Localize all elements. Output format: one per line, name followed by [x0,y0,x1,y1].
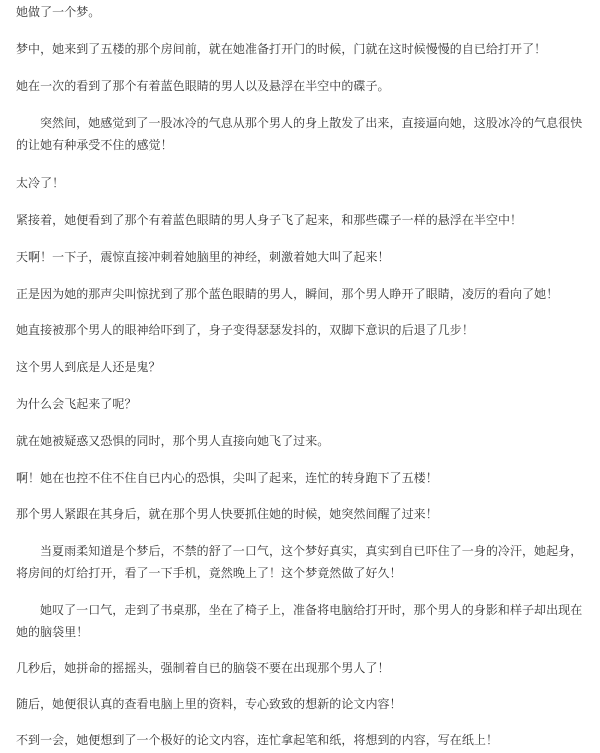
paragraph-14: 那个男人紧跟在其身后，就在那个男人快要抓住她的时候，她突然间醒了过来！ [16,507,438,521]
paragraph-10: 这个男人到底是人还是鬼？ [16,360,161,374]
paragraph-16: 她叹了一口气，走到了书桌那，坐在了椅子上，准备将电脑给打开时，那个男人的身影和样子却出现在她的脑袋里！ [16,603,583,639]
paragraph-8: 正是因为她的那声尖叫惊扰到了那个蓝色眼睛的男人，瞬间，那个男人睁开了眼睛，凌厉的看向了她！ [16,287,559,301]
paragraph-6: 紧接着，她便看到了那个有着蓝色眼睛的男人身子飞了起来，和那些碟子一样的悬浮在半空中！ [16,213,523,227]
paragraph-3: 她在一次的看到了那个有着蓝色眼睛的男人以及悬浮在半空中的碟子。 [16,79,390,93]
paragraph-7: 天啊！一下子，震惊直接冲刺着她脑里的神经，刺激着她大叫了起来！ [16,250,390,264]
paragraph-19: 不到一会，她便想到了一个极好的论文内容，连忙拿起笔和纸，将想到的内容，写在纸上！ [16,733,499,747]
paragraph-11: 为什么会飞起来了呢？ [16,397,137,411]
paragraph-17: 几秒后，她拼命的摇摇头，强制着自已的脑袋不要在出现那个男人了！ [16,661,390,675]
paragraph-2: 梦中，她来到了五楼的那个房间前，就在她准备打开门的时候，门就在这时候慢慢的自已给打开了！ [16,42,547,56]
paragraph-1: 她做了一个梦。 [16,5,101,19]
paragraph-12: 就在她被疑惑又恐惧的同时，那个男人直接向她飞了过来。 [16,434,330,448]
paragraph-15: 当夏雨柔知道是个梦后，不禁的舒了一口气，这个梦好真实，真实到自已吓住了一身的冷汗，她起身，将房间的灯给打开，看了一下手机，竟然晚上了！这个梦竟然做了好久！ [16,544,583,580]
paragraph-5: 太冷了！ [16,176,65,190]
paragraph-13: 啊！她在也控不住不住自已内心的恐惧，尖叫了起来，连忙的转身跑下了五楼！ [16,471,438,485]
paragraph-18: 随后，她便很认真的查看电脑上里的资料，专心致致的想新的论文内容！ [16,697,402,711]
paragraph-4: 突然间，她感觉到了一股冰冷的气息从那个男人的身上散发了出来，直接逼向她，这股冰冷的气息很快的让她有种承受不住的感觉！ [16,116,583,152]
paragraph-9: 她直接被那个男人的眼神给吓到了，身子变得瑟瑟发抖的，双脚下意识的后退了几步！ [16,323,474,337]
